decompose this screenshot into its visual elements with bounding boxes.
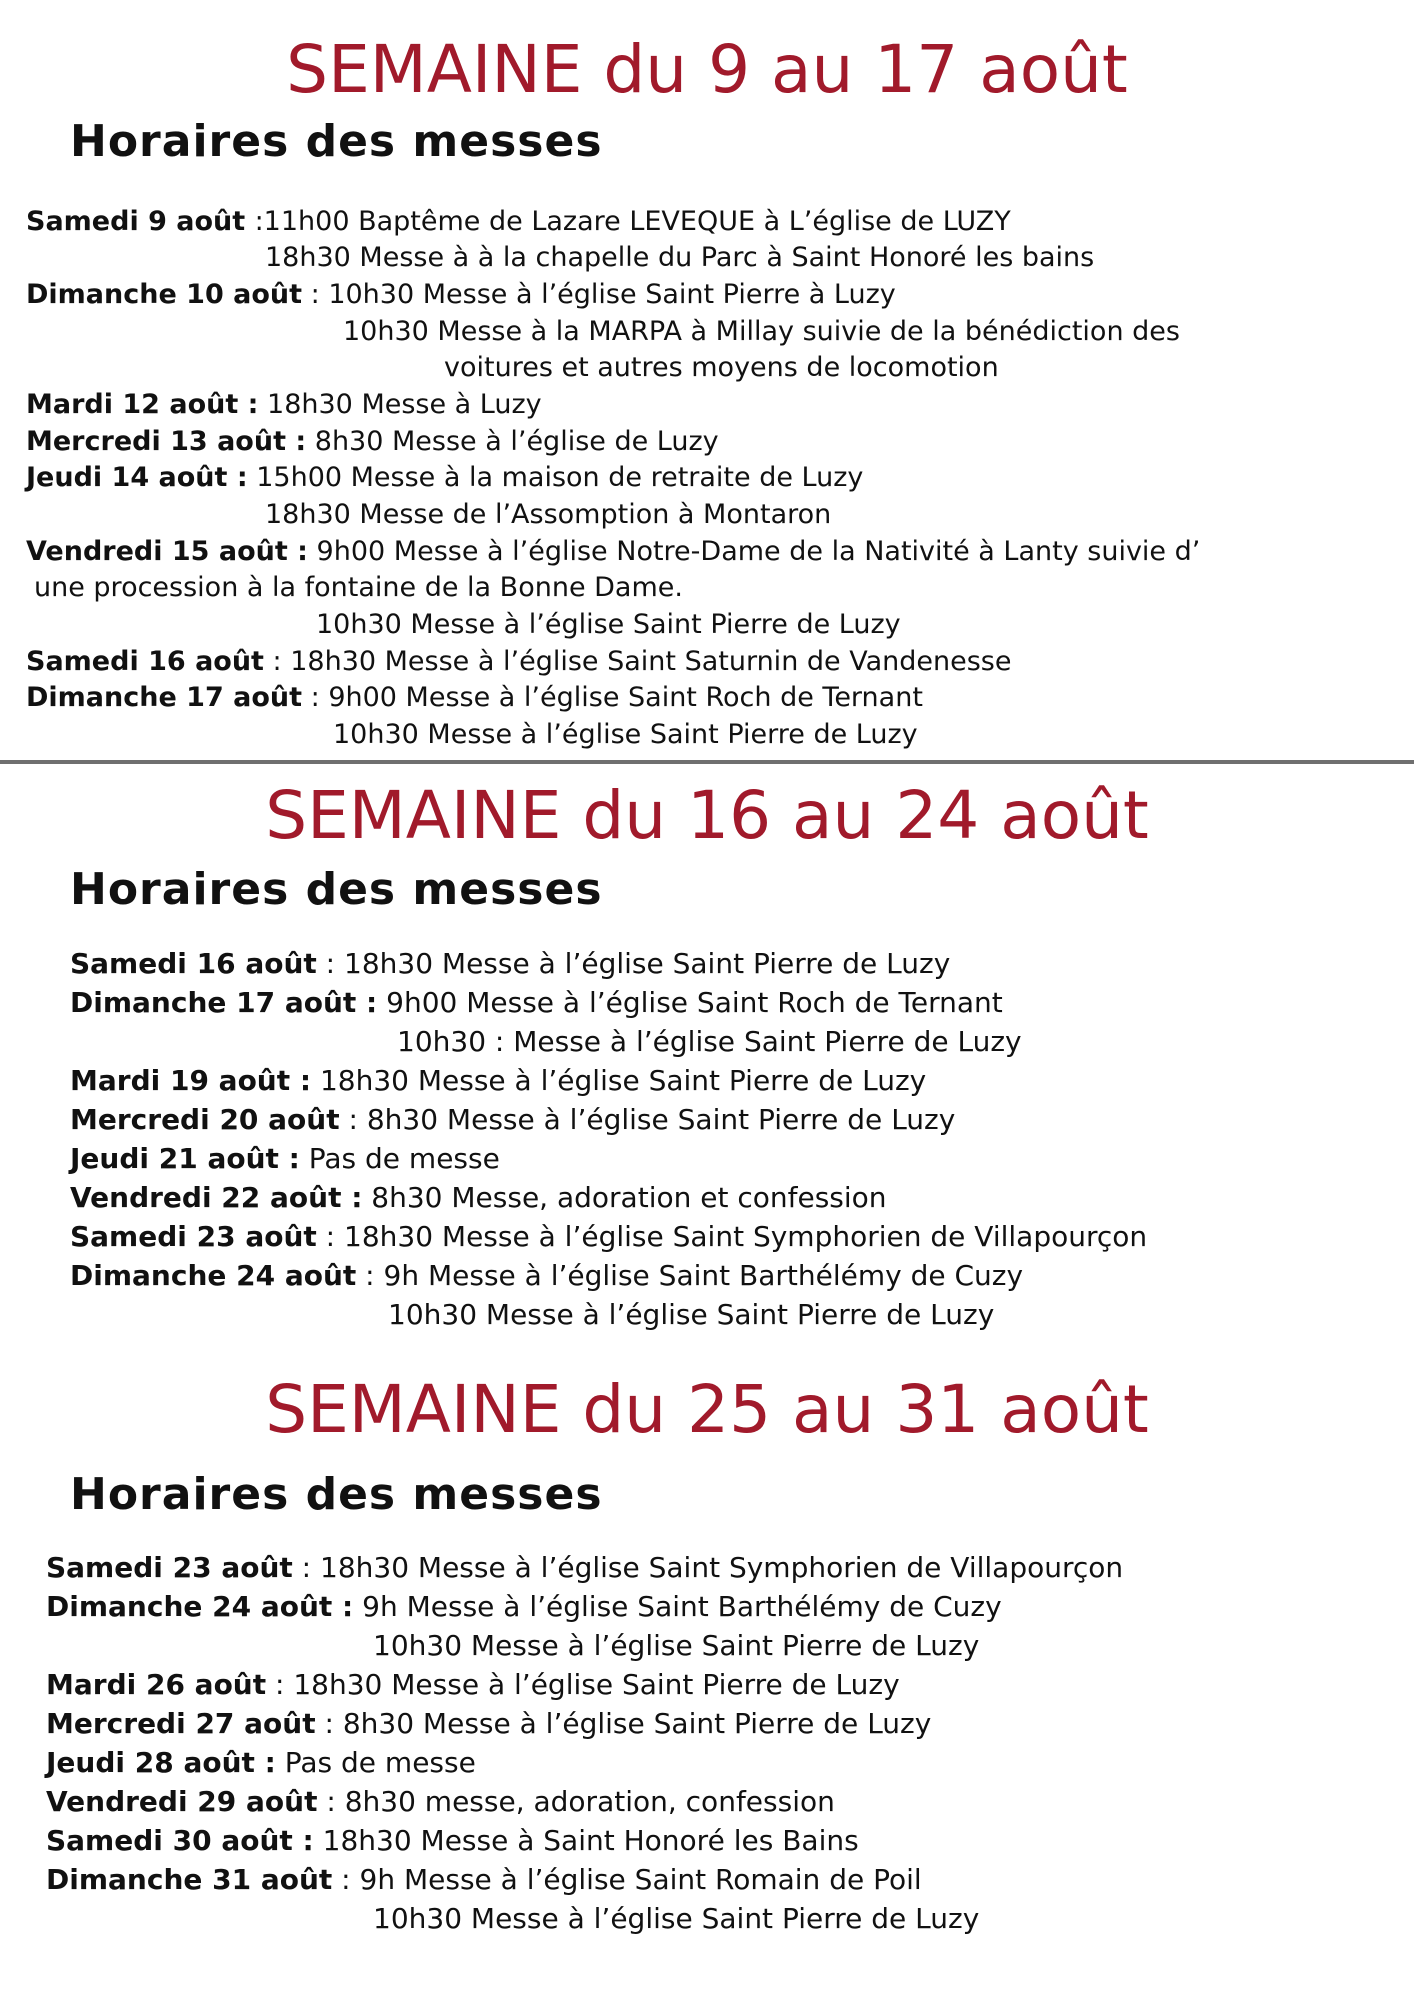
day-label: Mardi 19 août : [70,1064,312,1097]
day-label: Dimanche 17 août [26,682,303,713]
mass-details: : 10h30 Messe à l’église Saint Pierre à Luzy [302,279,896,310]
week-title: SEMAINE du 9 au 17 août [286,31,1128,108]
day-label: Vendredi 15 août : [26,536,308,567]
schedule-line [26,424,719,460]
mass-details: 10h30 Messe à l’église Saint Pierre de Luzy [373,1902,980,1935]
schedule-line [26,644,1011,680]
section-divider [0,760,1414,764]
schedule-subtitle: Horaires des messes [70,1469,603,1520]
day-label: Mardi 26 août [46,1668,267,1701]
mass-details: 15h00 Messe à la maison de retraite de Luzy [247,462,864,493]
mass-details: 9h Messe à l’église Saint Barthélémy de Cuzy [353,1590,1002,1623]
mass-details: 10h30 Messe à l’église Saint Pierre de Luzy [373,1629,980,1662]
day-label: Samedi 23 août [46,1551,293,1584]
day-label: Dimanche 31 août [46,1863,333,1896]
day-label: Mercredi 13 août : [26,426,307,457]
schedule-line [34,570,683,606]
mass-details: : 9h Messe à l’église Saint Barthélémy de Cuzy [356,1259,1024,1292]
schedule-line [265,240,1094,276]
day-label: Jeudi 21 août : [70,1142,300,1175]
schedule-line [46,1745,476,1781]
mass-details: 18h30 Messe à Luzy [258,389,542,420]
day-label: Samedi 9 août [26,206,255,237]
mass-details: : 9h Messe à l’église Saint Romain de Poil [332,1863,922,1896]
mass-details: 8h30 Messe à l’église de Luzy [306,426,719,457]
schedule-line [373,1628,979,1664]
day-label: Dimanche 17 août : [70,986,378,1019]
mass-details: : 18h30 Messe à l’église Saint Symphorien de Villapourçon [292,1551,1124,1584]
mass-details: : 8h30 Messe à l’église Saint Pierre de Luzy [315,1707,932,1740]
week-title: SEMAINE du 25 au 31 août [265,1371,1149,1448]
day-label: Mercredi 20 août [70,1103,340,1136]
schedule-line [316,607,901,643]
schedule-line [397,1024,1022,1060]
schedule-line [46,1862,922,1898]
mass-details: : 18h30 Messe à l’église Saint Saturnin de Vandenesse [263,646,1012,677]
mass-details: voitures et autres moyens de locomotion [444,352,999,383]
mass-details: 10h30 Messe à l’église Saint Pierre de Luzy [388,1298,995,1331]
day-label: Dimanche 10 août [26,279,303,310]
mass-details: : 18h30 Messe à l’église Saint Pierre de Luzy [266,1668,900,1701]
day-label: Dimanche 24 août [70,1259,357,1292]
mass-details: : 18h30 Messe à l’église Saint Symphorien de Villapourçon [316,1220,1148,1253]
day-label: Vendredi 29 août [46,1785,318,1818]
mass-details: 18h30 Messe à à la chapelle du Parc à Saint Honoré les bains [265,242,1095,273]
schedule-line [333,717,918,753]
mass-details: 10h30 Messe à la MARPA à Millay suivie de la bénédiction des [343,316,1180,347]
schedule-line [46,1589,1002,1625]
schedule-line [70,985,1003,1021]
mass-details: : 18h30 Messe à l’église Saint Pierre de Luzy [316,947,951,980]
mass-details: 18h30 Messe de l’Assomption à Montaron [265,499,832,530]
day-label: Samedi 30 août : [46,1824,314,1857]
week-title: SEMAINE du 16 au 24 août [265,777,1149,854]
schedule-line [26,387,542,423]
schedule-line [46,1550,1123,1586]
schedule-line [26,204,1011,240]
day-label: Jeudi 28 août : [46,1746,276,1779]
day-label: Dimanche 24 août : [46,1590,354,1623]
schedule-line [373,1901,979,1937]
mass-details: 9h00 Messe à l’église Notre-Dame de la Nativité à Lanty suivie d’ [307,536,1201,567]
schedule-line [388,1297,994,1333]
schedule-line [70,1141,500,1177]
mass-details: 10h30 Messe à l’église Saint Pierre de Luzy [333,719,918,750]
schedule-line [26,534,1200,570]
day-label: Samedi 16 août [26,646,264,677]
schedule-line [70,1063,926,1099]
mass-details: : 8h30 messe, adoration, confession [317,1785,835,1818]
schedule-line [70,1102,955,1138]
schedule-line [70,946,950,982]
schedule-line [70,1219,1147,1255]
schedule-line [46,1667,900,1703]
mass-details: Pas de messe [275,1746,476,1779]
schedule-line [46,1823,859,1859]
mass-details: une procession à la fontaine de la Bonne Dame. [34,572,683,603]
day-label: Samedi 16 août [70,947,317,980]
day-label: Mercredi 27 août [46,1707,316,1740]
mass-details: : 9h00 Messe à l’église Saint Roch de Ternant [302,682,923,713]
mass-details: 10h30 : Messe à l’église Saint Pierre de Luzy [397,1025,1022,1058]
day-label: Mardi 12 août : [26,389,259,420]
schedule-line [46,1706,931,1742]
mass-details: : 8h30 Messe à l’église Saint Pierre de Luzy [339,1103,956,1136]
day-label: Vendredi 22 août : [70,1181,363,1214]
schedule-line [70,1180,887,1216]
schedule-line [46,1784,835,1820]
mass-details: :11h00 Baptême de Lazare LEVEQUE à L’église de LUZY [254,206,1011,237]
mass-details: 18h30 Messe à l’église Saint Pierre de Luzy [311,1064,927,1097]
day-label: Samedi 23 août [70,1220,317,1253]
schedule-subtitle: Horaires des messes [70,864,603,915]
schedule-line [444,350,999,386]
schedule-line [265,497,831,533]
day-label: Jeudi 14 août : [26,462,248,493]
schedule-line [70,1258,1023,1294]
mass-details: 10h30 Messe à l’église Saint Pierre de Luzy [316,609,901,640]
mass-details: 9h00 Messe à l’église Saint Roch de Ternant [377,986,1003,1019]
schedule-line [26,277,896,313]
schedule-line [26,680,923,716]
mass-details: 18h30 Messe à Saint Honoré les Bains [313,1824,859,1857]
mass-details: 8h30 Messe, adoration et confession [362,1181,887,1214]
schedule-line [26,460,863,496]
schedule-line [343,314,1180,350]
mass-details: Pas de messe [299,1142,500,1175]
schedule-subtitle: Horaires des messes [70,116,603,167]
